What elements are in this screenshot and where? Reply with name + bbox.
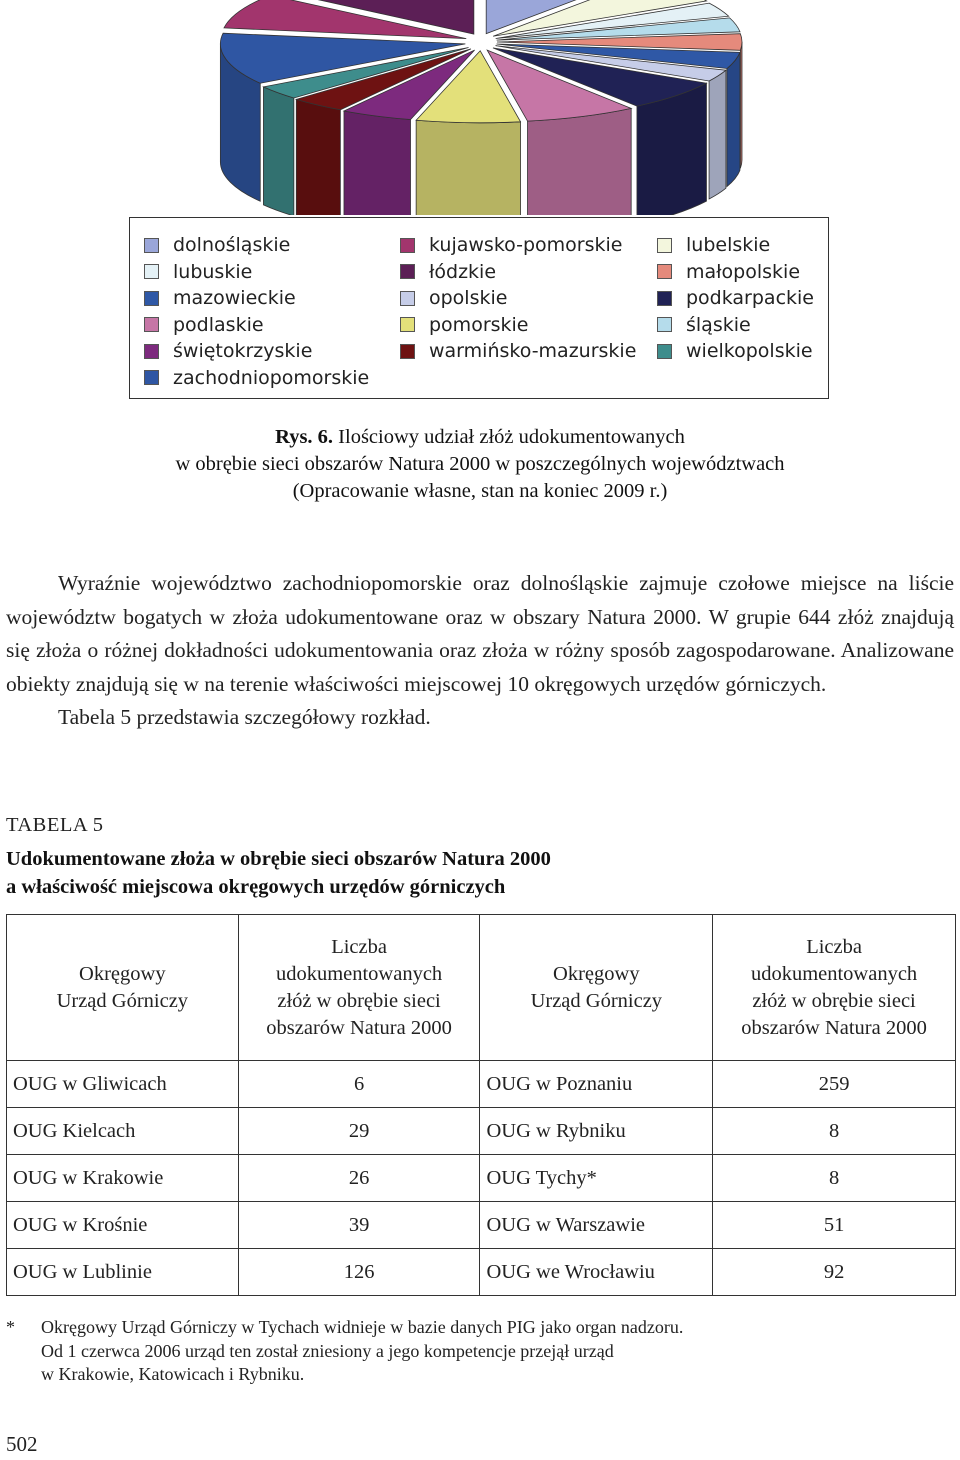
legend-item (144, 232, 369, 259)
legend-label: zachodniopomorskie (173, 366, 370, 389)
pie-slice-side (344, 111, 411, 215)
table-row (7, 1202, 956, 1249)
table-row (7, 1108, 956, 1155)
legend-item (657, 312, 814, 339)
caption-line-3: (Opracowanie własne, stan na koniec 2009 r.) (292, 480, 668, 502)
count-cell: 126 (238, 1249, 480, 1296)
legend-swatch (657, 238, 672, 253)
count-cell: 29 (238, 1108, 480, 1155)
office-cell: OUG w Lublinie (7, 1249, 239, 1296)
office-cell: OUG w Warszawie (480, 1202, 713, 1249)
legend-column-1 (144, 232, 369, 391)
caption-text-1: Ilościowy udział złóż udokumentowanych (333, 426, 685, 448)
pie-slice-side (740, 42, 742, 168)
legend-label: podlaskie (173, 313, 264, 336)
legend-swatch (144, 344, 159, 359)
legend-item (144, 338, 369, 365)
table-header-row (7, 915, 956, 1061)
table-title-line-1: Udokumentowane złoża w obrębie sieci obszarów Natura 2000 (6, 848, 551, 870)
count-cell: 39 (238, 1202, 480, 1249)
footnote-line-3: w Krakowie, Katowicach i Rybniku. (41, 1364, 305, 1384)
header-office-left (7, 915, 239, 1061)
legend-label: lubelskie (686, 234, 771, 257)
footnote-line-2: Od 1 czerwca 2006 urząd ten został zniesiony a jego kompetencje przejął urząd (41, 1340, 614, 1361)
legend-swatch (400, 317, 415, 332)
count-cell: 8 (713, 1108, 956, 1155)
pie-slice-side (416, 120, 520, 215)
body-text (6, 567, 954, 735)
legend-label: kujawsko-pomorskie (429, 234, 623, 257)
caption-line-1 (0, 424, 960, 451)
count-cell: 259 (713, 1061, 956, 1108)
legend-label: lubuskie (173, 260, 253, 283)
legend-label: pomorskie (429, 313, 529, 336)
header-text: złóż w obrębie sieci (277, 989, 441, 1012)
header-text: Urząd Górniczy (56, 989, 189, 1012)
pie-slice-side (709, 70, 726, 199)
caption-line-2: w obrębie sieci obszarów Natura 2000 w poszczególnych województwach (175, 453, 785, 475)
legend-label: łódzkie (429, 260, 497, 283)
legend-column-2 (400, 232, 636, 365)
caption-label: Rys. 6. (275, 426, 334, 448)
office-cell: OUG w Rybniku (480, 1108, 713, 1155)
office-cell: OUG w Krakowie (7, 1155, 239, 1202)
legend-swatch (144, 370, 159, 385)
header-count-left (238, 915, 480, 1061)
legend-label: wielkopolskie (686, 340, 813, 363)
legend-swatch (400, 291, 415, 306)
footnote-mark: * (6, 1317, 15, 1337)
chart-legend (129, 217, 829, 399)
legend-item (400, 259, 636, 286)
legend-swatch (657, 291, 672, 306)
legend-item (400, 338, 636, 365)
paragraph-2: Tabela 5 przedstawia szczegółowy rozkład. (58, 705, 431, 730)
footnote-text (41, 1316, 956, 1387)
data-table (6, 914, 956, 1296)
table-row (7, 1155, 956, 1202)
count-cell: 6 (238, 1061, 480, 1108)
count-cell: 92 (713, 1249, 956, 1296)
legend-swatch (400, 264, 415, 279)
legend-label: śląskie (686, 313, 751, 336)
legend-swatch (144, 317, 159, 332)
count-cell: 8 (713, 1155, 956, 1202)
header-text: udokumentowanych (275, 962, 443, 985)
legend-item (144, 285, 369, 312)
figure-caption (0, 424, 960, 505)
header-text: złóż w obrębie sieci (752, 989, 916, 1012)
header-text: udokumentowanych (750, 962, 918, 985)
footnote-line-1: Okręgowy Urząd Górniczy w Tychach widnieje w bazie danych PIG jako organ nadzoru. (41, 1317, 684, 1337)
legend-swatch (144, 264, 159, 279)
legend-item (144, 312, 369, 339)
legend-column-3 (657, 232, 814, 365)
legend-label: świętokrzyskie (173, 340, 313, 363)
paragraph-1: Wyraźnie województwo zachodniopomorskie oraz dolnośląskie zajmuje czołowe miejsce na liście województw bogatych w złoża udokumentowane oraz w obszary Natura 2000. W grupie 644 złóż znajdują się złoża o różnej dokładności udokumentowania oraz złoża w różny sposób zagospodarowane. Analizowane obiekty znajdują się w na terenie właściwości miejscowej 10 okręgowych urzędów górniczych. (6, 571, 954, 696)
header-text: obszarów Natura 2000 (741, 1016, 927, 1039)
pie-slice-side (263, 87, 293, 215)
pie-chart-svg (0, 0, 960, 215)
legend-swatch (400, 238, 415, 253)
office-cell: OUG w Krośnie (7, 1202, 239, 1249)
legend-label: mazowieckie (173, 287, 296, 310)
header-text: Liczba (331, 935, 387, 958)
legend-item (144, 365, 369, 392)
header-text: Liczba (806, 935, 862, 958)
office-cell: OUG we Wrocławiu (480, 1249, 713, 1296)
pie-slice-side (528, 108, 632, 215)
table-title-line-2: a właściwość miejscowa okręgowych urzędów górniczych (6, 876, 506, 898)
legend-item (400, 232, 636, 259)
legend-item (657, 259, 814, 286)
header-text: Okręgowy (553, 962, 640, 985)
legend-item (657, 338, 814, 365)
pie-slice-side (727, 52, 740, 186)
legend-swatch (657, 344, 672, 359)
legend-label: podkarpackie (686, 287, 814, 310)
pie-slice-side (296, 99, 340, 215)
legend-label: warmińsko-mazurskie (429, 340, 637, 363)
header-text: Urząd Górniczy (530, 989, 663, 1012)
header-office-right (480, 915, 713, 1061)
legend-label: małopolskie (686, 260, 801, 283)
header-text: Okręgowy (79, 962, 166, 985)
legend-swatch (144, 291, 159, 306)
count-cell: 51 (713, 1202, 956, 1249)
legend-item (144, 259, 369, 286)
legend-item (400, 285, 636, 312)
legend-item (657, 232, 814, 259)
legend-label: dolnośląskie (173, 234, 291, 257)
table-footnote (6, 1316, 956, 1387)
page-number: 502 (6, 1432, 38, 1456)
legend-swatch (144, 238, 159, 253)
office-cell: OUG w Poznaniu (480, 1061, 713, 1108)
legend-swatch (657, 317, 672, 332)
header-text: obszarów Natura 2000 (266, 1016, 452, 1039)
legend-item (657, 285, 814, 312)
legend-swatch (400, 344, 415, 359)
header-count-right (713, 915, 956, 1061)
office-cell: OUG Kielcach (7, 1108, 239, 1155)
legend-swatch (657, 264, 672, 279)
office-cell: OUG Tychy* (480, 1155, 713, 1202)
legend-item (400, 312, 636, 339)
table-title (6, 845, 551, 901)
table-label: TABELA 5 (6, 814, 104, 836)
pie-chart (0, 0, 960, 215)
office-cell: OUG w Gliwicach (7, 1061, 239, 1108)
table-row (7, 1249, 956, 1296)
legend-label: opolskie (429, 287, 508, 310)
count-cell: 26 (238, 1155, 480, 1202)
table-row (7, 1061, 956, 1108)
